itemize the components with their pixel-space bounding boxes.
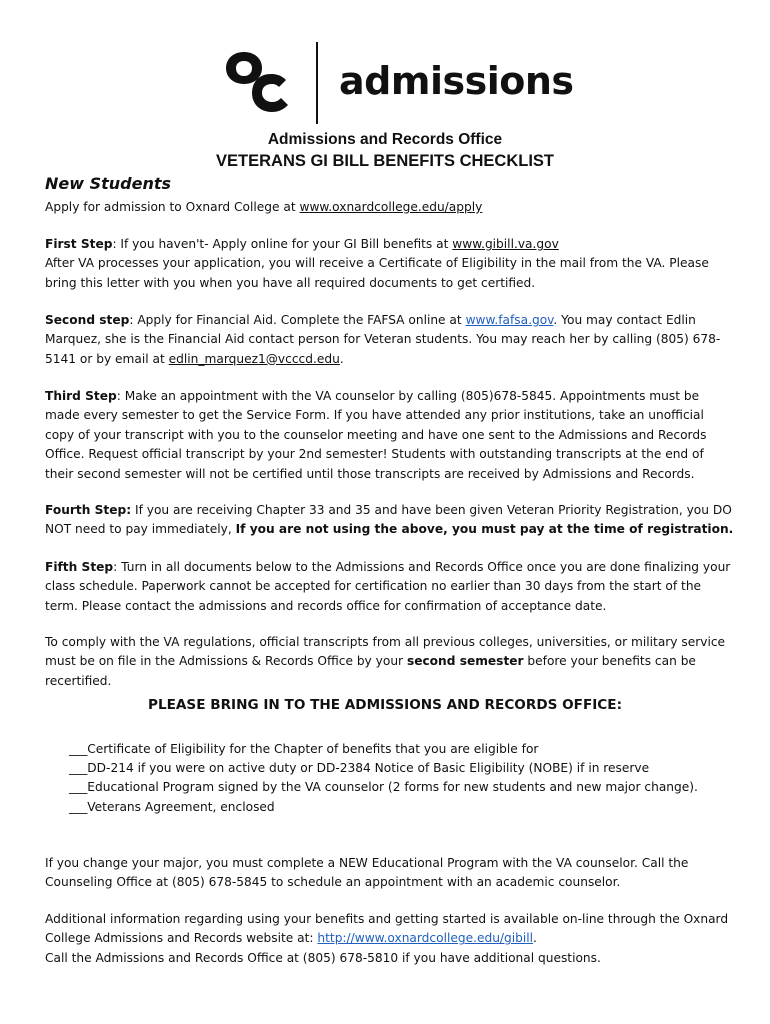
fourth-step-bold: If you are not using the above, you must pay at the time of registration. bbox=[235, 522, 734, 537]
gibill-website-link[interactable]: http://www.oxnardcollege.edu/gibill bbox=[317, 931, 534, 946]
comply-paragraph: To comply with the VA regulations, official transcripts from all previous colleges, universities, or military service must be on file in the Admissions & Records Office by your second semester before your benefits can be recertified. bbox=[45, 635, 726, 688]
logo-divider bbox=[316, 42, 318, 124]
list-item: ___Educational Program signed by the VA counselor (2 forms for new students and new major change). bbox=[69, 780, 698, 795]
additional-info-paragraph: Additional information regarding using your benefits and getting started is available on-line through the Oxnard College Admissions and Records website at: http://www.oxnardcollege.edu/gibill. Call the Admissions and Records Office at (805) 678-5810 if you have additional questions. bbox=[45, 912, 729, 965]
apply-link[interactable]: www.oxnardcollege.edu/apply bbox=[299, 200, 483, 214]
bring-heading: PLEASE BRING IN TO THE ADMISSIONS AND RECORDS OFFICE: bbox=[147, 697, 623, 713]
office-title: Admissions and Records Office bbox=[267, 131, 503, 148]
apply-paragraph: Apply for admission to Oxnard College at www.oxnardcollege.edu/apply bbox=[45, 200, 483, 214]
list-item: ___Veterans Agreement, enclosed bbox=[69, 799, 275, 814]
fifth-step-label: Fifth Step bbox=[45, 560, 114, 574]
fourth-step-paragraph: Fourth Step: If you are receiving Chapter 33 and 35 and have been given Veteran Priority Registration, you DO NOT need to pay immediately, If you are not using the above, you must pay at the time of registration. bbox=[45, 503, 734, 537]
checklist-title: VETERANS GI BILL BENEFITS CHECKLIST bbox=[216, 152, 554, 170]
second-semester-bold: second semester bbox=[406, 654, 524, 669]
document-checklist bbox=[69, 740, 698, 817]
third-step-label: Third Step bbox=[45, 389, 117, 403]
gibill-link[interactable]: www.gibill.va.gov bbox=[452, 237, 559, 251]
fifth-step-paragraph: Fifth Step: Turn in all documents below to the Admissions and Records Office once you are done finalizing your class schedule. Paperwork cannot be accepted for certification no earlier than 30 days from the start of the term. Please contact the admissions and records office for confirmation of acceptance date. bbox=[45, 560, 731, 613]
fourth-step-label: Fourth Step: bbox=[45, 503, 132, 517]
list-item: ___Certificate of Eligibility for the Chapter of benefits that you are eligible for bbox=[69, 742, 539, 756]
logo-wordmark: admissions bbox=[339, 59, 574, 103]
fafsa-link[interactable]: www.fafsa.gov bbox=[465, 313, 554, 327]
second-step-paragraph: Second step: Apply for Financial Aid. Complete the FAFSA online at www.fafsa.gov. You may contact Edlin Marquez, she is the Financial Aid contact person for Veteran students. You may reach her by calling (805) 678-5141 or by email at edlin_marquez1@vcccd.edu. bbox=[45, 313, 721, 366]
first-step-paragraph: First Step: If you haven't- Apply online for your GI Bill benefits at www.gibill.va.gov After VA processes your application, you will receive a Certificate of Eligibility in the mail from the VA. Please bring this letter with you when you have all required documents to get certified. bbox=[45, 237, 709, 290]
section-subtitle: New Students bbox=[45, 174, 172, 193]
third-step-paragraph: Third Step: Make an appointment with the VA counselor by calling (805)678-5845. Appointments must be made every semester to get the Service Form. If you have attended any prior institutions, take an unofficial copy of your transcript with you to the counselor meeting and have one sent to the Admissions and Records Office. Request official transcript by your 2nd semester! Students with outstanding transcripts at the end of their second semester will not be certified until those transcripts are received by Admissions and Records. bbox=[45, 389, 707, 481]
list-item: ___DD-214 if you were on active duty or DD-2384 Notice of Basic Eligibility (NOBE) if in reserve bbox=[69, 761, 650, 776]
email-link[interactable]: edlin_marquez1@vcccd.edu bbox=[168, 351, 340, 366]
oc-logo-mark bbox=[226, 48, 300, 114]
major-change-paragraph: If you change your major, you must complete a NEW Educational Program with the VA counselor. Call the Counseling Office at (805) 678-5845 to schedule an appointment with an academic counselor. bbox=[45, 856, 689, 890]
first-step-label: First Step bbox=[45, 237, 113, 251]
second-step-label: Second step bbox=[45, 313, 130, 327]
